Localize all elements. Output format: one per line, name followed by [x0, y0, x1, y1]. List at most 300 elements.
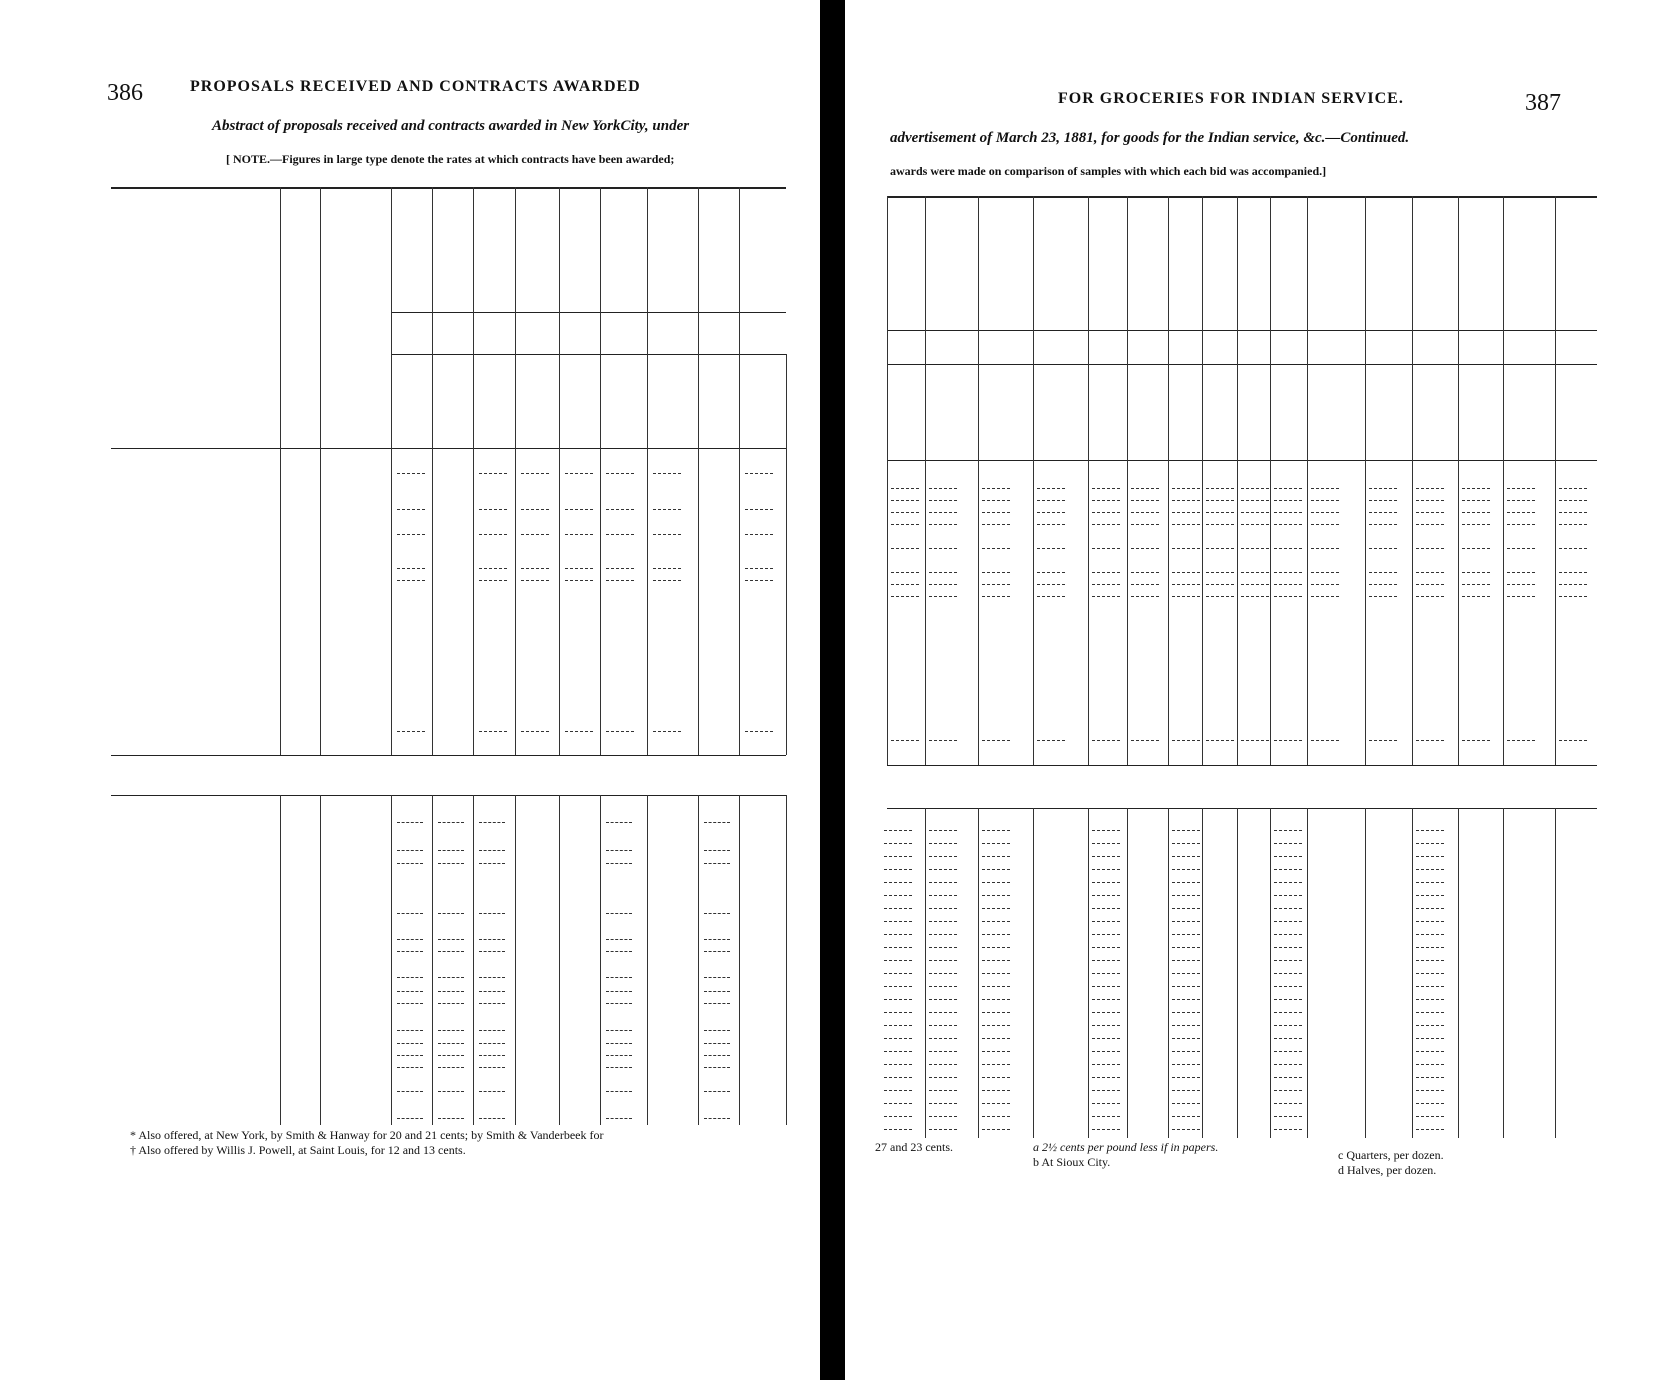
dotted-leader [1037, 596, 1065, 597]
dotted-leader [1092, 934, 1120, 935]
dotted-leader [982, 500, 1010, 501]
dotted-leader [1092, 1012, 1120, 1013]
dotted-leader [438, 1055, 464, 1056]
dotted-leader [479, 822, 505, 823]
dotted-leader [1559, 548, 1587, 549]
dotted-leader [1172, 947, 1200, 948]
dotted-leader [1092, 1051, 1120, 1052]
note: [ NOTE.—Figures in large type denote the rates at which contracts have been awarded; [226, 152, 675, 166]
dotted-leader [479, 580, 507, 581]
dotted-leader [1507, 524, 1535, 525]
dotted-leader [653, 580, 681, 581]
dotted-leader [982, 596, 1010, 597]
dotted-leader [1172, 740, 1200, 741]
rule-groc-top [887, 808, 1597, 809]
dotted-leader [884, 1012, 912, 1013]
col-divider [1270, 808, 1271, 1138]
dotted-leader [1311, 572, 1339, 573]
dotted-leader [606, 1030, 632, 1031]
dotted-leader [1311, 584, 1339, 585]
col-divider [600, 795, 601, 1125]
dotted-leader [1416, 960, 1444, 961]
dotted-leader [1416, 596, 1444, 597]
dotted-leader [704, 822, 730, 823]
dotted-leader [397, 1067, 423, 1068]
dotted-leader [1092, 830, 1120, 831]
dotted-leader [1559, 500, 1587, 501]
dotted-leader [1274, 1025, 1302, 1026]
dotted-leader [1462, 596, 1490, 597]
dotted-leader [1092, 921, 1120, 922]
dotted-leader [884, 1025, 912, 1026]
dotted-leader [479, 939, 505, 940]
dotted-leader [1092, 1077, 1120, 1078]
dotted-leader [1274, 1116, 1302, 1117]
dotted-leader [606, 1055, 632, 1056]
footnote-a: a 2½ cents per pound less if in papers. [1033, 1140, 1219, 1154]
dotted-leader [884, 960, 912, 961]
dotted-leader [884, 986, 912, 987]
subtitle: advertisement of March 23, 1881, for goods for the Indian service, &c.—Continued. [890, 130, 1410, 146]
dotted-leader [1092, 740, 1120, 741]
dotted-leader [397, 534, 425, 535]
dotted-leader [1274, 947, 1302, 948]
running-head: FOR GROCERIES FOR INDIAN SERVICE. [1058, 90, 1404, 107]
dotted-leader [1092, 895, 1120, 896]
dotted-leader [565, 580, 593, 581]
dotted-leader [1172, 960, 1200, 961]
col-divider [320, 187, 321, 755]
dotted-leader [1274, 895, 1302, 896]
col-divider [1458, 808, 1459, 1138]
col-divider [786, 795, 787, 1125]
col-divider [391, 795, 392, 1125]
dotted-leader [884, 1116, 912, 1117]
dotted-leader [704, 1003, 730, 1004]
dotted-leader [884, 934, 912, 935]
dotted-leader [1311, 548, 1339, 549]
dotted-leader [891, 548, 919, 549]
dotted-leader [1416, 921, 1444, 922]
dotted-leader [929, 1038, 957, 1039]
dotted-leader [1092, 572, 1120, 573]
dotted-leader [1206, 740, 1234, 741]
dotted-leader [1092, 986, 1120, 987]
page-386 [0, 0, 820, 1380]
rule-head [111, 448, 786, 449]
dotted-leader [1274, 488, 1302, 489]
dotted-leader [929, 1012, 957, 1013]
dotted-leader [1092, 843, 1120, 844]
dotted-leader [1507, 572, 1535, 573]
dotted-leader [1274, 856, 1302, 857]
dotted-leader [1092, 1103, 1120, 1104]
col-divider [280, 187, 281, 755]
col-divider [473, 795, 474, 1125]
dotted-leader [929, 548, 957, 549]
col-divider [1503, 196, 1504, 765]
dotted-leader [929, 973, 957, 974]
dotted-leader [1559, 596, 1587, 597]
dotted-leader [891, 572, 919, 573]
dotted-leader [982, 524, 1010, 525]
dotted-leader [929, 869, 957, 870]
dotted-leader [397, 1043, 423, 1044]
footnote-left: 27 and 23 cents. [875, 1140, 953, 1154]
dotted-leader [884, 856, 912, 857]
dotted-leader [653, 731, 681, 732]
dotted-leader [1416, 488, 1444, 489]
rule-bidders [391, 312, 786, 313]
dotted-leader [1172, 548, 1200, 549]
dotted-leader [1507, 584, 1535, 585]
dotted-leader [929, 1025, 957, 1026]
dotted-leader [1206, 488, 1234, 489]
dotted-leader [1416, 1103, 1444, 1104]
dotted-leader [1092, 882, 1120, 883]
dotted-leader [606, 1043, 632, 1044]
dotted-leader [397, 1118, 423, 1119]
dotted-leader [1416, 524, 1444, 525]
dotted-leader [929, 1051, 957, 1052]
dotted-leader [929, 999, 957, 1000]
dotted-leader [884, 999, 912, 1000]
dotted-leader [929, 584, 957, 585]
dotted-leader [929, 1129, 957, 1130]
dotted-leader [704, 977, 730, 978]
dotted-leader [884, 1129, 912, 1130]
rule-points [887, 364, 1597, 365]
col-divider [1088, 808, 1089, 1138]
dotted-leader [1092, 1064, 1120, 1065]
dotted-leader [606, 991, 632, 992]
dotted-leader [1507, 512, 1535, 513]
dotted-leader [606, 977, 632, 978]
dotted-leader [653, 534, 681, 535]
dotted-leader [479, 509, 507, 510]
page-number: 387 [1525, 90, 1561, 116]
dotted-leader [397, 1003, 423, 1004]
dotted-leader [1037, 572, 1065, 573]
dotted-leader [1241, 488, 1269, 489]
dotted-leader [397, 863, 423, 864]
dotted-leader [521, 731, 549, 732]
dotted-leader [1092, 596, 1120, 597]
dotted-leader [1274, 1038, 1302, 1039]
dotted-leader [1416, 999, 1444, 1000]
dotted-leader [1037, 524, 1065, 525]
dotted-leader [1416, 500, 1444, 501]
dotted-leader [1092, 1116, 1120, 1117]
col-divider [1127, 808, 1128, 1138]
dotted-leader [884, 843, 912, 844]
dotted-leader [1274, 1103, 1302, 1104]
dotted-leader [929, 1090, 957, 1091]
col-divider [1555, 196, 1556, 765]
dotted-leader [479, 1055, 505, 1056]
dotted-leader [891, 740, 919, 741]
dotted-leader [1369, 524, 1397, 525]
dotted-leader [982, 1051, 1010, 1052]
dotted-leader [929, 1116, 957, 1117]
dotted-leader [982, 1129, 1010, 1130]
dotted-leader [929, 500, 957, 501]
dotted-leader [1206, 596, 1234, 597]
dotted-leader [1092, 869, 1120, 870]
dotted-leader [1131, 548, 1159, 549]
dotted-leader [1092, 960, 1120, 961]
dotted-leader [745, 534, 773, 535]
dotted-leader [1274, 908, 1302, 909]
dotted-leader [982, 1103, 1010, 1104]
col-divider [320, 795, 321, 1125]
dotted-leader [929, 947, 957, 948]
dotted-leader [1037, 584, 1065, 585]
dotted-leader [1462, 500, 1490, 501]
dotted-leader [1416, 973, 1444, 974]
dotted-leader [1037, 740, 1065, 741]
dotted-leader [1172, 830, 1200, 831]
col-divider [1127, 196, 1128, 765]
dotted-leader [1416, 1090, 1444, 1091]
dotted-leader [606, 913, 632, 914]
dotted-leader [1092, 584, 1120, 585]
dotted-leader [982, 934, 1010, 935]
dotted-leader [1172, 869, 1200, 870]
col-divider [887, 196, 888, 765]
dotted-leader [1416, 934, 1444, 935]
dotted-leader [606, 863, 632, 864]
dotted-leader [1369, 512, 1397, 513]
dotted-leader [1206, 548, 1234, 549]
dotted-leader [982, 1012, 1010, 1013]
dotted-leader [1274, 548, 1302, 549]
dotted-leader [884, 1038, 912, 1039]
dotted-leader [521, 580, 549, 581]
col-divider [1237, 196, 1238, 765]
dotted-leader [397, 1091, 423, 1092]
col-divider [1458, 196, 1459, 765]
dotted-leader [1131, 524, 1159, 525]
dotted-leader [1416, 1116, 1444, 1117]
dotted-leader [438, 850, 464, 851]
dotted-leader [565, 534, 593, 535]
dotted-leader [606, 1067, 632, 1068]
dotted-leader [982, 869, 1010, 870]
dotted-leader [1172, 572, 1200, 573]
dotted-leader [653, 509, 681, 510]
dotted-leader [397, 509, 425, 510]
dotted-leader [884, 882, 912, 883]
dotted-leader [606, 580, 634, 581]
col-divider [515, 187, 516, 755]
dotted-leader [1311, 488, 1339, 489]
dotted-leader [653, 473, 681, 474]
dotted-leader [982, 1064, 1010, 1065]
dotted-leader [1274, 960, 1302, 961]
dotted-leader [479, 1118, 505, 1119]
dotted-leader [891, 584, 919, 585]
dotted-leader [521, 509, 549, 510]
dotted-leader [1559, 488, 1587, 489]
dotted-leader [1274, 1077, 1302, 1078]
dotted-leader [1416, 1077, 1444, 1078]
dotted-leader [1416, 908, 1444, 909]
dotted-leader [1369, 572, 1397, 573]
dotted-leader [1172, 1090, 1200, 1091]
dotted-leader [982, 1038, 1010, 1039]
dotted-leader [1241, 596, 1269, 597]
dotted-leader [1369, 548, 1397, 549]
dotted-leader [1206, 524, 1234, 525]
dotted-leader [438, 1030, 464, 1031]
dotted-leader [438, 991, 464, 992]
col-divider [739, 187, 740, 755]
col-divider [432, 795, 433, 1125]
dotted-leader [1274, 500, 1302, 501]
dotted-leader [1092, 856, 1120, 857]
dotted-leader [1131, 596, 1159, 597]
dotted-leader [891, 596, 919, 597]
dotted-leader [438, 951, 464, 952]
col-divider [1088, 196, 1089, 765]
dotted-leader [1172, 1103, 1200, 1104]
dotted-leader [1416, 843, 1444, 844]
dotted-leader [929, 1077, 957, 1078]
dotted-leader [521, 568, 549, 569]
dotted-leader [1092, 999, 1120, 1000]
dotted-leader [1416, 1038, 1444, 1039]
col-divider [1365, 808, 1366, 1138]
dotted-leader [1172, 973, 1200, 974]
col-divider [1365, 196, 1366, 765]
dotted-leader [982, 921, 1010, 922]
rule-groc-top [111, 795, 786, 796]
dotted-leader [929, 986, 957, 987]
col-divider [698, 795, 699, 1125]
dotted-leader [397, 1055, 423, 1056]
dotted-leader [438, 822, 464, 823]
dotted-leader [1559, 524, 1587, 525]
dotted-leader [479, 1067, 505, 1068]
dotted-leader [1172, 921, 1200, 922]
dotted-leader [929, 572, 957, 573]
dotted-leader [397, 1030, 423, 1031]
dotted-leader [1092, 500, 1120, 501]
col-divider [647, 795, 648, 1125]
dotted-leader [1559, 512, 1587, 513]
dotted-leader [606, 568, 634, 569]
dotted-leader [653, 568, 681, 569]
dotted-leader [1241, 524, 1269, 525]
dotted-leader [929, 512, 957, 513]
col-divider [1202, 196, 1203, 765]
dotted-leader [565, 731, 593, 732]
dotted-leader [479, 863, 505, 864]
dotted-leader [1037, 500, 1065, 501]
dotted-leader [1507, 500, 1535, 501]
dotted-leader [1416, 584, 1444, 585]
dotted-leader [1092, 524, 1120, 525]
dotted-leader [884, 869, 912, 870]
dotted-leader [1131, 740, 1159, 741]
dotted-leader [1462, 548, 1490, 549]
dotted-leader [606, 1091, 632, 1092]
col-divider [1307, 808, 1308, 1138]
col-divider [1168, 808, 1169, 1138]
dotted-leader [1559, 584, 1587, 585]
dotted-leader [884, 1051, 912, 1052]
dotted-leader [1311, 596, 1339, 597]
dotted-leader [704, 1055, 730, 1056]
footnote-b: b At Sioux City. [1033, 1155, 1111, 1169]
dotted-leader [1241, 584, 1269, 585]
dotted-leader [1369, 596, 1397, 597]
dotted-leader [704, 1067, 730, 1068]
dotted-leader [397, 991, 423, 992]
dotted-leader [1369, 584, 1397, 585]
col-divider [1168, 196, 1169, 765]
dotted-leader [1172, 500, 1200, 501]
dotted-leader [929, 524, 957, 525]
col-divider [1033, 808, 1034, 1138]
dotted-leader [1172, 1064, 1200, 1065]
dotted-leader [1416, 1012, 1444, 1013]
dotted-leader [884, 1090, 912, 1091]
dotted-leader [929, 830, 957, 831]
dotted-leader [982, 584, 1010, 585]
dotted-leader [982, 999, 1010, 1000]
dotted-leader [438, 863, 464, 864]
dotted-leader [438, 977, 464, 978]
dotted-leader [704, 991, 730, 992]
col-divider [1033, 196, 1034, 765]
dotted-leader [1416, 740, 1444, 741]
dotted-leader [1092, 973, 1120, 974]
dotted-leader [982, 856, 1010, 857]
col-divider [698, 187, 699, 755]
dotted-leader [1274, 869, 1302, 870]
dotted-leader [891, 512, 919, 513]
dotted-leader [1416, 1129, 1444, 1130]
dotted-leader [982, 895, 1010, 896]
dotted-leader [606, 850, 632, 851]
dotted-leader [1274, 1064, 1302, 1065]
dotted-leader [1274, 843, 1302, 844]
dotted-leader [479, 1003, 505, 1004]
dotted-leader [884, 1103, 912, 1104]
dotted-leader [479, 1030, 505, 1031]
dotted-leader [982, 1025, 1010, 1026]
dotted-leader [479, 731, 507, 732]
dotted-leader [982, 882, 1010, 883]
dotted-leader [479, 1091, 505, 1092]
dotted-leader [982, 740, 1010, 741]
dotted-leader [1311, 500, 1339, 501]
rule-bidders [887, 330, 1597, 331]
dotted-leader [704, 913, 730, 914]
rule-top [887, 196, 1597, 198]
dotted-leader [397, 580, 425, 581]
dotted-leader [1416, 830, 1444, 831]
dotted-leader [565, 473, 593, 474]
dotted-leader [479, 473, 507, 474]
dotted-leader [884, 830, 912, 831]
dotted-leader [438, 1091, 464, 1092]
dotted-leader [1131, 584, 1159, 585]
dotted-leader [1172, 488, 1200, 489]
dotted-leader [982, 572, 1010, 573]
